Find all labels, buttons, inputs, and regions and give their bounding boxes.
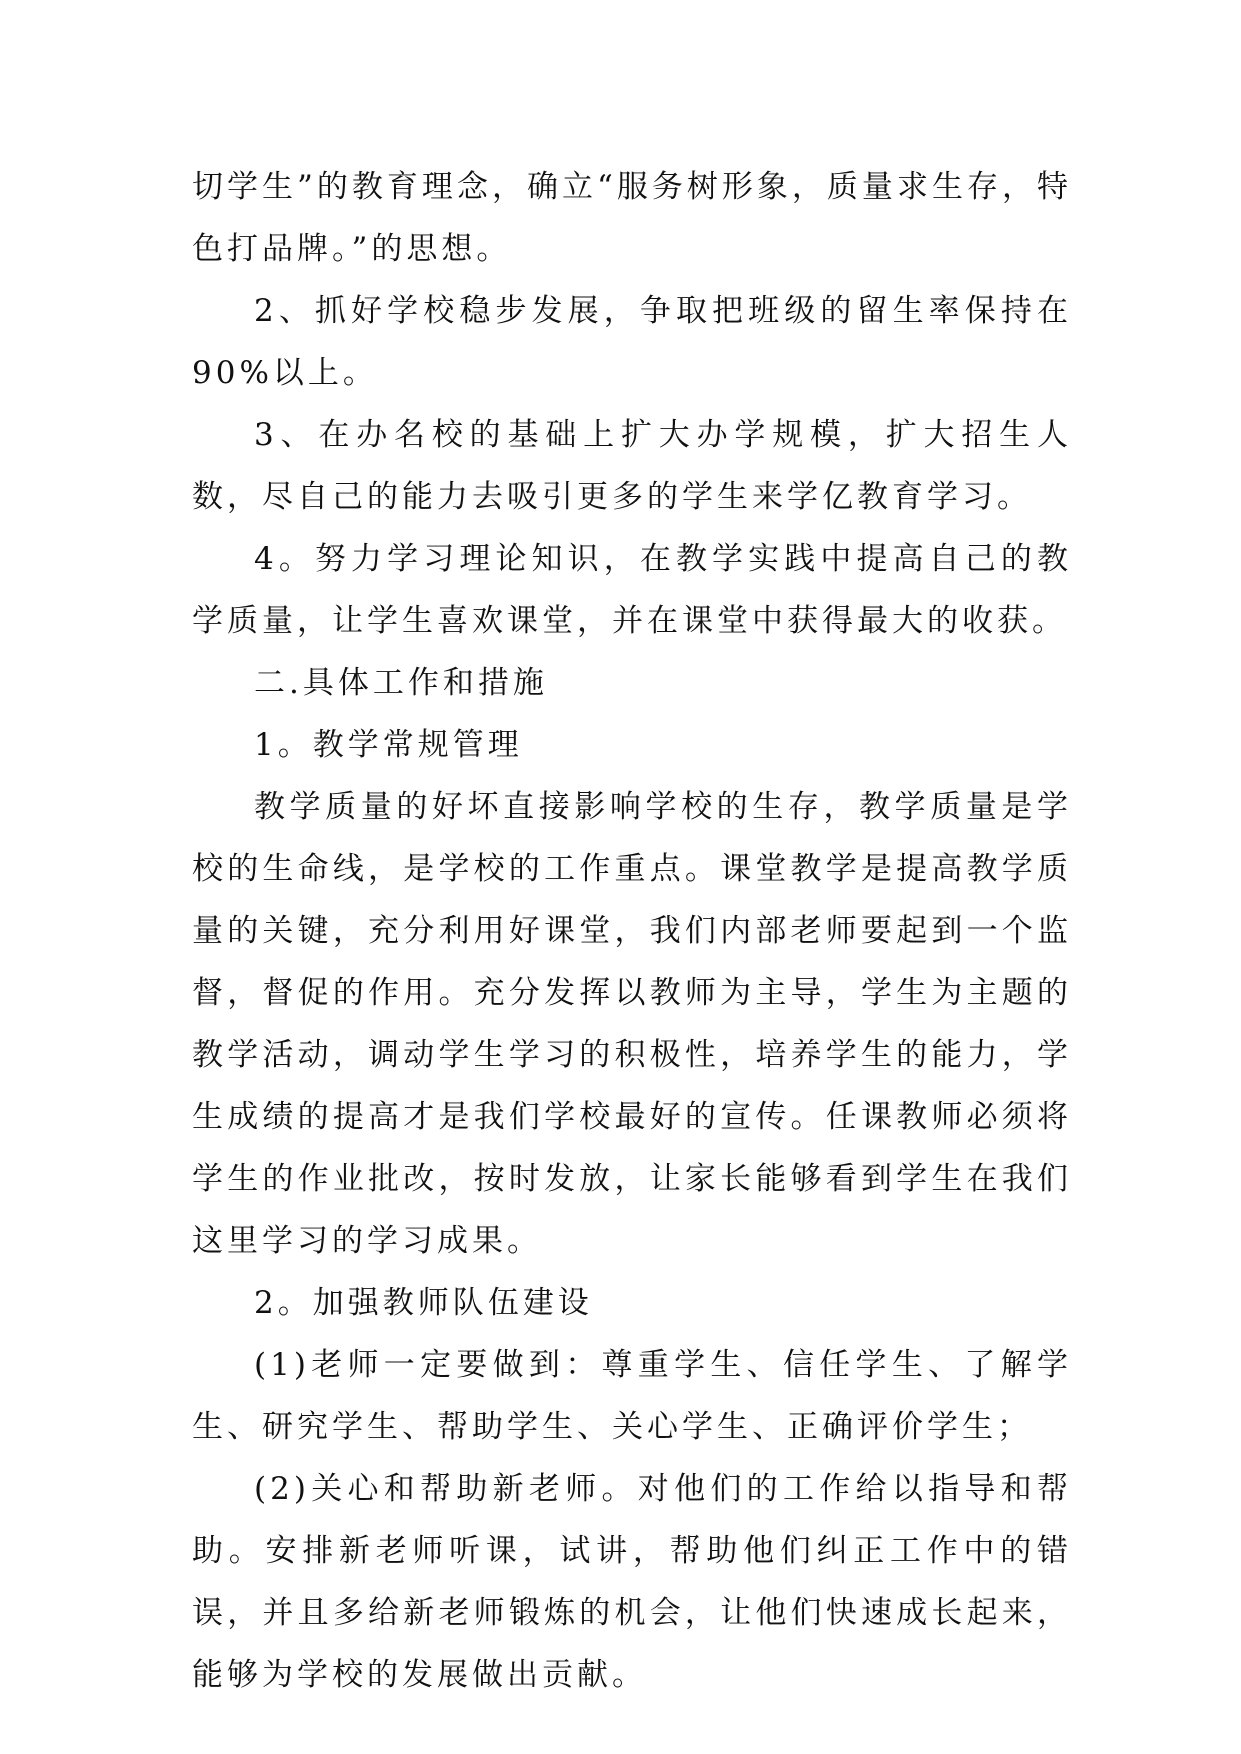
- paragraph-goal-4: 4。努力学习理论知识，在教学实践中提高自己的教学质量，让学生喜欢课堂，并在课堂中获得最大的收获。: [192, 541, 1072, 639]
- paragraph-continued-philosophy: 切学生”的教育理念，确立“服务树形象，质量求生存，特色打品牌。”的思想。: [192, 169, 1072, 267]
- paragraph-item-1: (1)老师一定要做到：尊重学生、信任学生、了解学生、研究学生、帮助学生、关心学生、正确评价学生；: [192, 1347, 1072, 1445]
- paragraph-goal-2: 2、抓好学校稳步发展，争取把班级的留生率保持在90%以上。: [192, 293, 1072, 391]
- section-heading-measures: 二.具体工作和措施: [254, 665, 548, 701]
- paragraph-teaching-quality: 教学质量的好坏直接影响学校的生存，教学质量是学校的生命线，是学校的工作重点。课堂教学是提高教学质量的关键，充分利用好课堂，我们内部老师要起到一个监督，督促的作用。充分发挥以教师为主导，学生为主题的教学活动，调动学生学习的积极性，培养学生的能力，学生成绩的提高才是我们学校最好的宣传。任课教师必须将学生的作业批改，按时发放，让家长能够看到学生在我们这里学习的学习成果。: [192, 789, 1072, 1259]
- paragraph-item-2: (2)关心和帮助新老师。对他们的工作给以指导和帮助。安排新老师听课，试讲，帮助他们纠正工作中的错误，并且多给新老师锻炼的机会，让他们快速成长起来，能够为学校的发展做出贡献。: [192, 1471, 1072, 1693]
- paragraph-goal-3: 3、在办名校的基础上扩大办学规模，扩大招生人数，尽自己的能力去吸引更多的学生来学亿教育学习。: [192, 417, 1072, 515]
- subheading-teaching-management: 1。教学常规管理: [254, 727, 523, 763]
- document-page: [192, 156, 1072, 1706]
- subheading-teacher-team: 2。加强教师队伍建设: [254, 1285, 593, 1321]
